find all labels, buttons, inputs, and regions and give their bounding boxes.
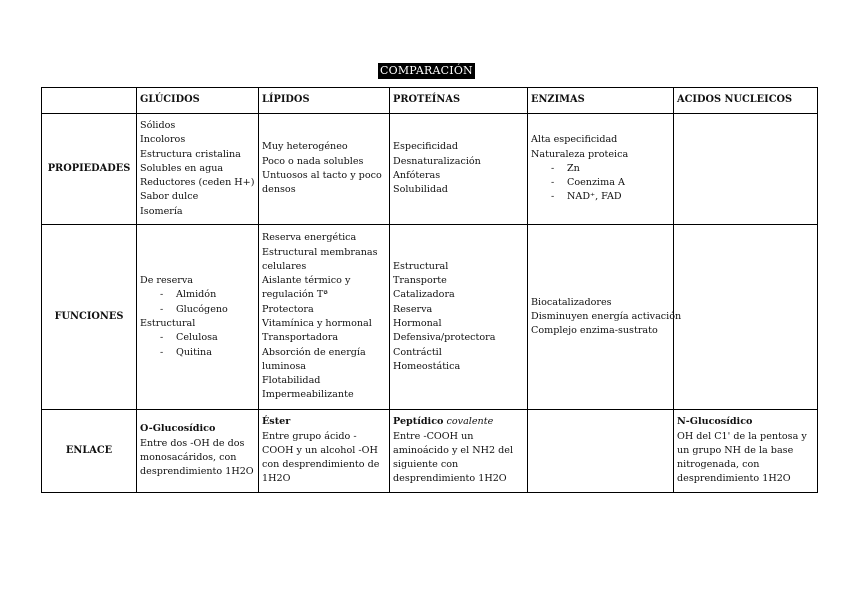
list-item: Sólidos [140, 119, 176, 131]
list-item: Impermeabilizante [262, 389, 354, 401]
list-item: Defensiva/protectora [393, 332, 496, 344]
bond-name: Éster [262, 416, 291, 428]
comparison-table [41, 87, 818, 493]
row-label-propiedades: PROPIEDADES [42, 114, 137, 225]
bond-name: O-Glucosídico [140, 423, 216, 435]
list-item: Estructural [393, 260, 449, 272]
list-item: Transporte [393, 275, 447, 287]
cell-propiedades-lipidos [259, 114, 390, 225]
list-item: Biocatalizadores [531, 296, 612, 308]
page-title: COMPARACIÓN [380, 64, 473, 77]
list-item: Estructural [140, 318, 196, 329]
sub-item-text: Coenzima A [567, 177, 625, 189]
cell-enlace-enzimas [528, 410, 674, 493]
header-glucidos: GLÚCIDOS [137, 88, 259, 114]
cell-propiedades-proteinas [390, 114, 528, 225]
list-item: Estructural membranas celulares [262, 246, 378, 272]
cell-enlace-glucidos [137, 410, 259, 493]
header-empty [42, 88, 137, 114]
cell-funciones-proteinas [390, 225, 528, 410]
row-label-funciones: FUNCIONES [42, 225, 137, 410]
bond-description: Entre grupo ácido -COOH y un alcohol -OH con desprendimiento de 1H2O [262, 430, 380, 485]
list-item: Reserva energética [262, 232, 357, 244]
list-item: Incoloros [140, 134, 186, 146]
sub-item-text: NAD⁺, FAD [567, 191, 622, 203]
list-item: Absorción de energía luminosa [262, 346, 366, 372]
cell-funciones-acidos [674, 225, 818, 410]
list-item: Untuosos al tacto y poco densos [262, 170, 382, 196]
sub-list-item: - NAD⁺, FAD [551, 191, 622, 203]
list-item: Naturaleza proteica [531, 148, 629, 160]
list-item: Homeostática [393, 360, 461, 372]
sub-item-text: Glucógeno [176, 303, 228, 315]
sub-list-item: - Celulosa [160, 332, 218, 344]
list-item: Isomería [140, 205, 183, 217]
list-item: Muy heterogéneo [262, 141, 348, 153]
bond-description: Entre dos -OH de dos monosacáridos, con desprendimiento 1H2O [140, 437, 254, 478]
sub-item-text: Almidón [176, 289, 217, 301]
header-proteinas: PROTEÍNAS [390, 88, 528, 114]
list-item: Aislante térmico y regulación Tª [262, 275, 351, 301]
list-item: Catalizadora [393, 289, 455, 301]
list-item: Disminuyen energía activación [531, 310, 682, 322]
bond-name: Peptídico [393, 416, 444, 428]
cell-propiedades-enzimas [528, 114, 674, 225]
bond-description: Entre -COOH un aminoácido y el NH2 del siguiente con desprendimiento 1H2O [393, 430, 514, 485]
sub-list-item: - Zn [551, 162, 580, 174]
list-item: Reserva [393, 303, 433, 315]
list-item: Hormonal [393, 318, 442, 329]
cell-enlace-acidos [674, 410, 818, 493]
list-item: Reductores (ceden H+) [140, 177, 255, 189]
list-item: Flotabilidad [262, 375, 321, 387]
header-acidos-nucleicos: ACIDOS NUCLEICOS [674, 88, 818, 114]
bond-description: OH del C1' de la pentosa y un grupo NH de la base nitrogenada, con desprendimiento 1H2O [677, 430, 807, 485]
cell-enlace-lipidos [259, 410, 390, 493]
list-item: Desnaturalización [393, 155, 481, 167]
cell-funciones-glucidos [137, 225, 259, 410]
list-item: Sabor dulce [140, 191, 199, 203]
sub-list-item: - Almidón [160, 289, 217, 301]
bond-heading [393, 415, 524, 429]
list-item: Complejo enzima-sustrato [531, 325, 658, 337]
cell-funciones-enzimas [528, 225, 682, 410]
list-item: Solubilidad [393, 184, 448, 196]
cell-propiedades-glucidos [137, 114, 259, 225]
list-item: Especificidad [393, 141, 459, 153]
list-item: De reserva [140, 275, 194, 287]
list-item: Protectora [262, 303, 314, 315]
list-item: Estructura cristalina [140, 148, 241, 160]
list-item: Vitamínica y hormonal [262, 318, 372, 329]
cell-propiedades-acidos [674, 114, 818, 225]
sub-list-item: - Glucógeno [160, 303, 228, 315]
row-funciones [42, 225, 818, 410]
list-item: Solubles en agua [140, 162, 224, 174]
cell-funciones-lipidos [259, 225, 390, 410]
list-item: Alta especificidad [531, 134, 618, 146]
list-item: Transportadora [262, 332, 339, 344]
sub-list-item: - Coenzima A [551, 177, 625, 189]
bond-name: N-Glucosídico [677, 416, 753, 428]
row-propiedades [42, 114, 818, 225]
header-row [42, 88, 818, 114]
bond-note: covalente [446, 416, 494, 428]
cell-enlace-proteinas [390, 410, 528, 493]
sub-item-text: Quitina [176, 346, 212, 358]
sub-item-text: Celulosa [176, 332, 218, 344]
header-lipidos: LÍPIDOS [259, 88, 390, 114]
sub-item-text: Zn [567, 162, 580, 174]
list-item: Anfóteras [393, 170, 441, 181]
header-enzimas: ENZIMAS [528, 88, 674, 114]
row-enlace [42, 410, 818, 493]
list-item: Contráctil [393, 346, 442, 358]
row-label-enlace: ENLACE [42, 410, 137, 493]
list-item: Poco o nada solubles [262, 155, 364, 167]
sub-list-item: - Quitina [160, 346, 212, 358]
